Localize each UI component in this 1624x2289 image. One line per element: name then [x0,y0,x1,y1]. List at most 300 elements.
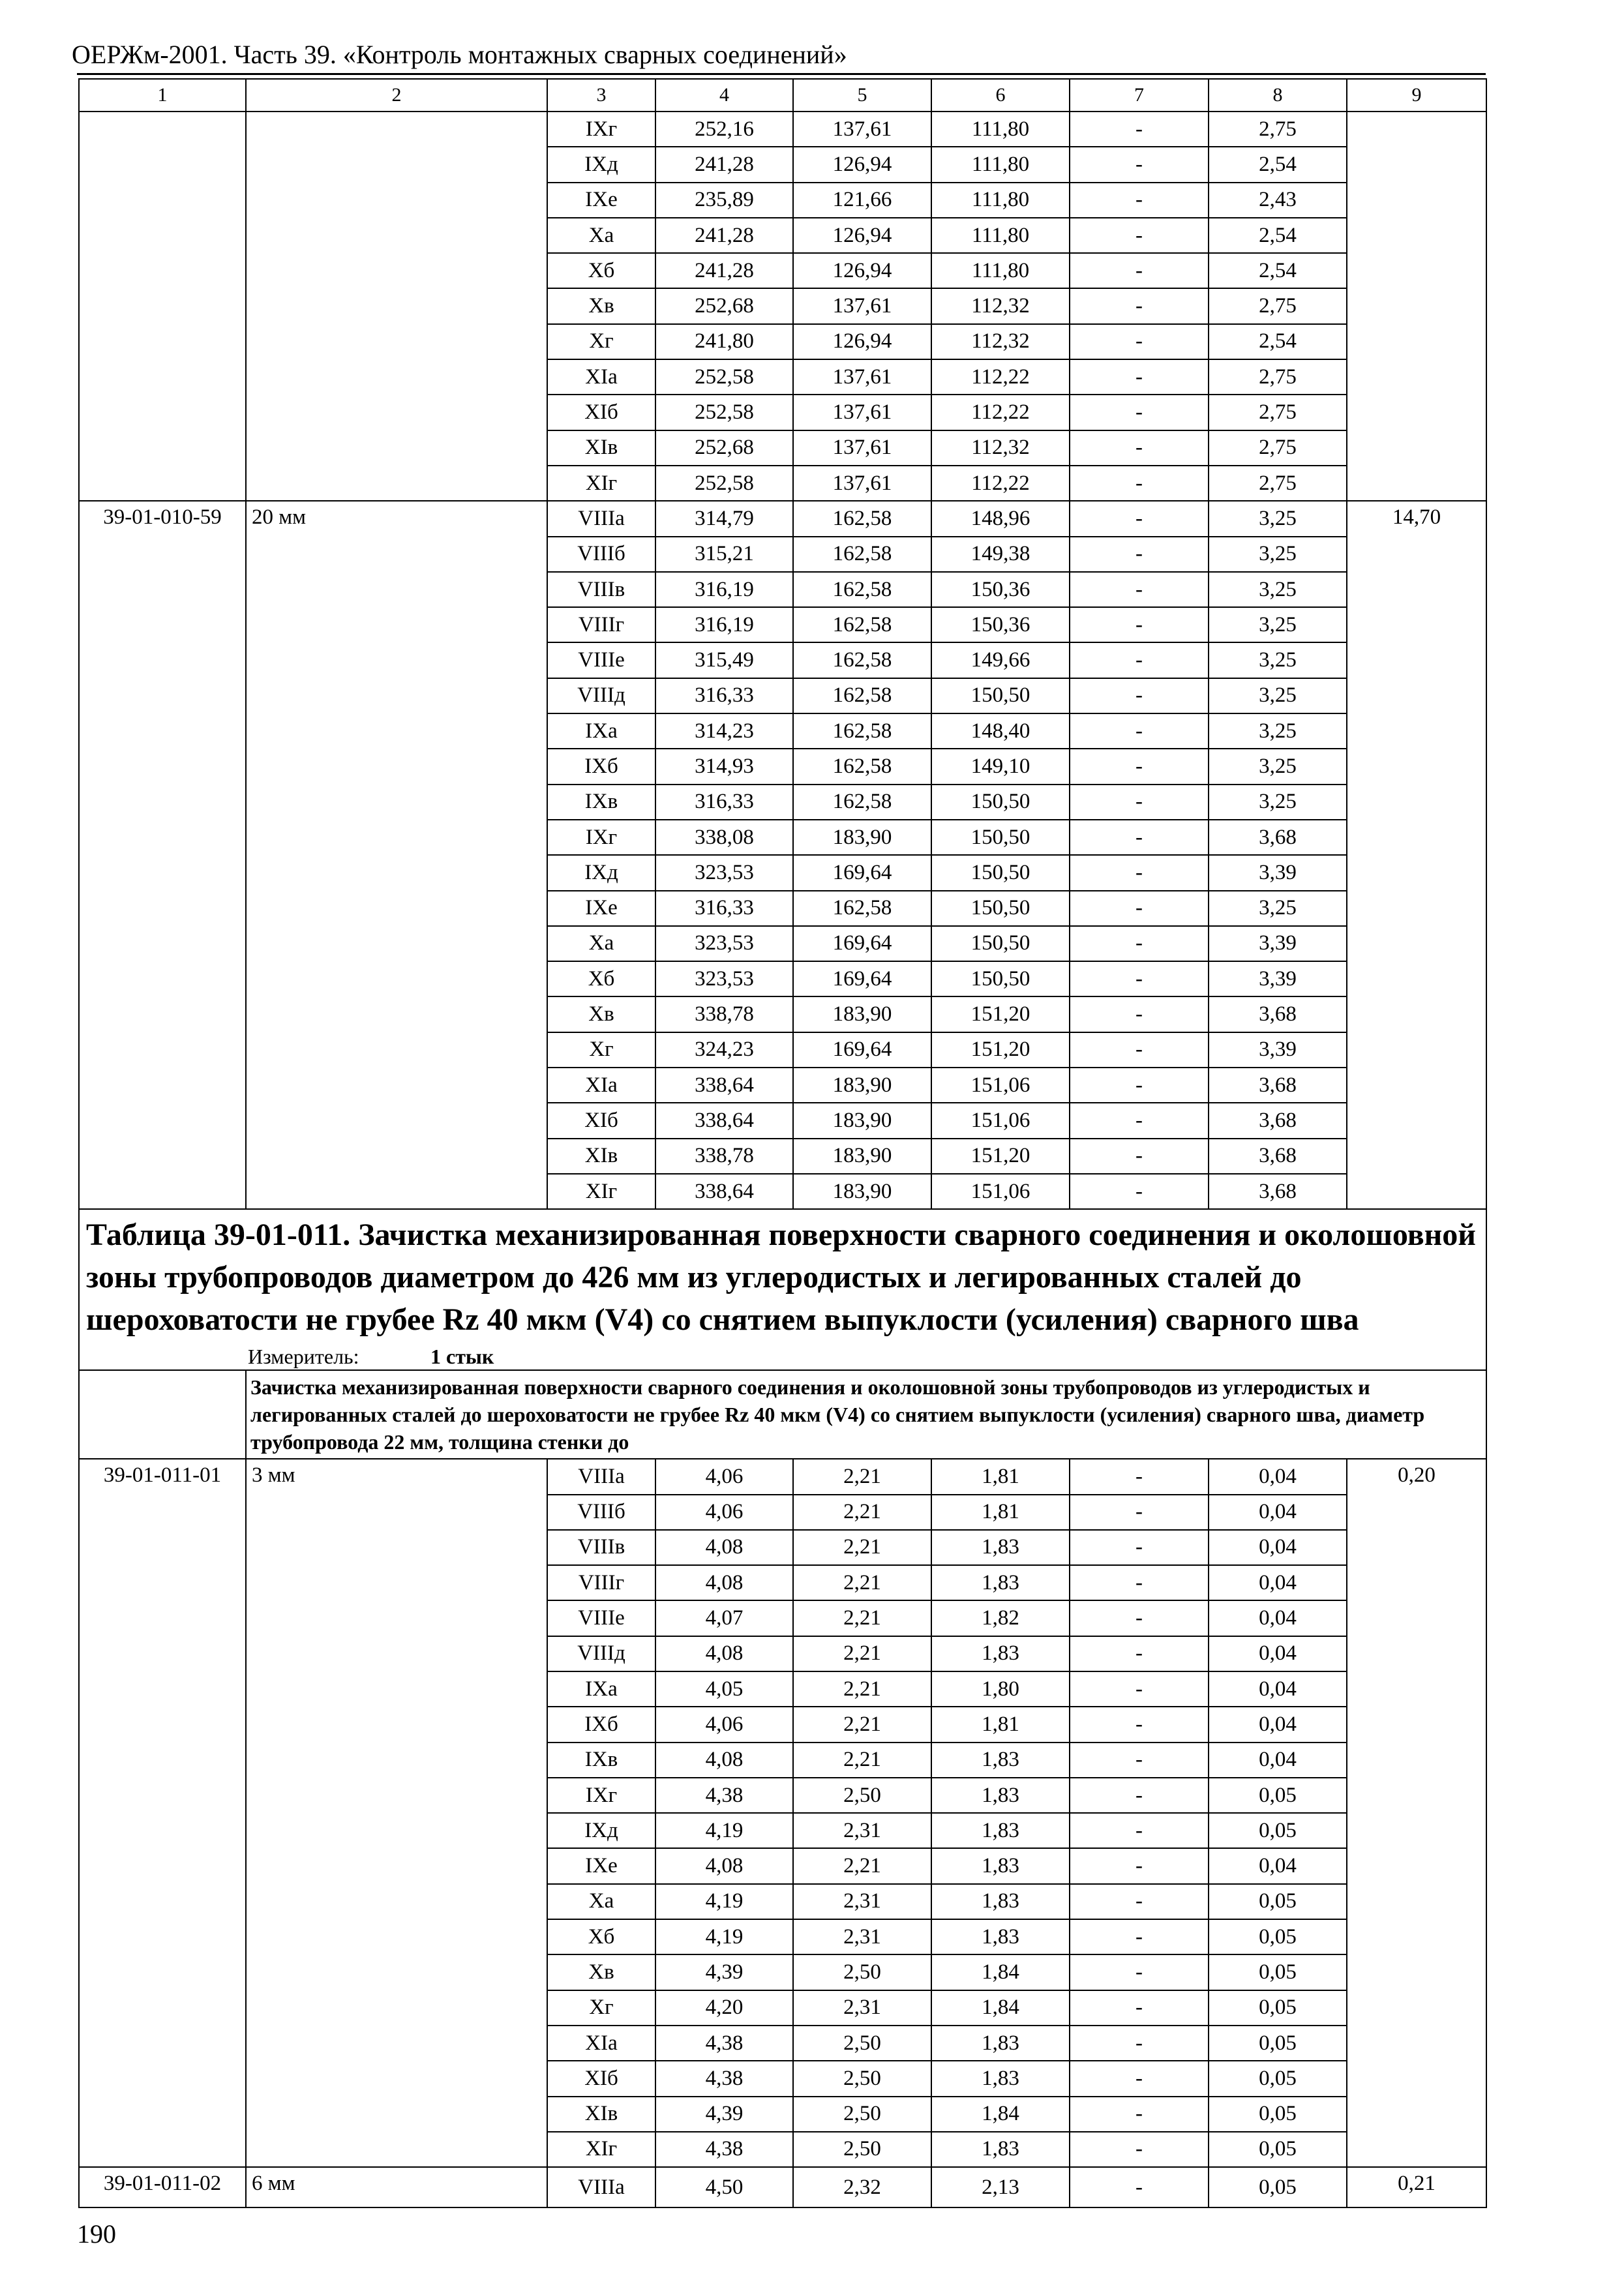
total-cost-cell: 252,58 [655,359,793,395]
total-cost-cell: 4,19 [655,1813,793,1848]
zone-cell: VIIIв [547,1530,655,1565]
zone-cell: XIв [547,2097,655,2132]
materials-cell: - [1070,1103,1209,1138]
labor-cell: 2,54 [1209,324,1347,359]
materials-cell: - [1070,288,1209,323]
wages-cell: 2,21 [793,1600,931,1636]
labor-cell: 0,05 [1209,1954,1347,1990]
wages-cell: 2,21 [793,1636,931,1671]
labor-cell: 0,04 [1209,1495,1347,1530]
machines-cell: 151,20 [931,1032,1070,1068]
machines-cell: 112,22 [931,359,1070,395]
wages-cell: 162,58 [793,607,931,642]
labor-cell: 3,39 [1209,961,1347,996]
machines-cell: 150,50 [931,891,1070,926]
labor-cell: 2,75 [1209,112,1347,147]
materials-cell: - [1070,1743,1209,1778]
meter-value: 1 стык [430,1345,494,1369]
materials-cell: - [1070,785,1209,820]
materials-cell: - [1070,1068,1209,1103]
total-cost-cell: 252,58 [655,395,793,430]
wages-cell: 162,58 [793,537,931,572]
zone-cell: IXе [547,183,655,218]
labor-cell: 0,04 [1209,1848,1347,1883]
zone-cell: IXб [547,1707,655,1742]
wages-cell: 183,90 [793,1068,931,1103]
total-cost-cell: 316,33 [655,785,793,820]
machines-cell: 111,80 [931,147,1070,182]
labor-cell: 0,04 [1209,1565,1347,1600]
labor-cell: 3,25 [1209,572,1347,607]
total-cost-cell: 241,80 [655,324,793,359]
wall-thickness-cell: 20 мм [246,501,547,1209]
machines-cell: 1,83 [931,1919,1070,1954]
wages-cell: 137,61 [793,395,931,430]
zone-cell: Xв [547,288,655,323]
labor-cell: 3,25 [1209,713,1347,749]
zone-cell: XIа [547,2026,655,2061]
materials-cell: - [1070,501,1209,536]
materials-cell: - [1070,996,1209,1032]
zone-cell: XIб [547,395,655,430]
zone-cell: IXа [547,1671,655,1707]
total-cell: 14,70 [1347,501,1486,1209]
meter-row [79,1343,1486,1370]
labor-cell: 3,68 [1209,996,1347,1032]
machines-cell: 1,83 [931,2132,1070,2167]
zone-cell: VIIIб [547,537,655,572]
labor-cell: 3,25 [1209,501,1347,536]
total-cell: 0,21 [1347,2167,1486,2207]
labor-cell: 3,25 [1209,749,1347,784]
zone-cell: XIг [547,466,655,501]
zone-cell: XIа [547,359,655,395]
total-cost-cell: 4,38 [655,2026,793,2061]
labor-cell: 0,05 [1209,1919,1347,1954]
total-cost-cell: 235,89 [655,183,793,218]
zone-cell: VIIIб [547,1495,655,1530]
machines-cell: 1,83 [931,1743,1070,1778]
machines-cell: 151,06 [931,1174,1070,1209]
zone-cell: IXа [547,713,655,749]
page-number: 190 [77,2219,116,2249]
labor-cell: 3,68 [1209,1103,1347,1138]
materials-cell: - [1070,1174,1209,1209]
wages-cell: 169,64 [793,926,931,961]
labor-cell: 3,25 [1209,607,1347,642]
zone-cell: IXб [547,749,655,784]
page-header: ОЕРЖм-2001. Часть 39. «Контроль монтажных сварных соединений» [72,40,847,69]
machines-cell: 1,83 [931,1530,1070,1565]
zone-cell: Xг [547,1990,655,2026]
wages-cell: 126,94 [793,218,931,253]
materials-cell: - [1070,466,1209,501]
labor-cell: 0,05 [1209,2097,1347,2132]
machines-cell: 1,83 [931,1848,1070,1883]
materials-cell: - [1070,1919,1209,1954]
labor-cell: 3,68 [1209,1174,1347,1209]
total-cost-cell: 241,28 [655,147,793,182]
labor-cell: 3,25 [1209,785,1347,820]
total-cost-cell: 4,06 [655,1495,793,1530]
wages-cell: 137,61 [793,112,931,147]
machines-cell: 111,80 [931,218,1070,253]
meter-label: Измеритель: [248,1345,359,1369]
materials-cell: - [1070,713,1209,749]
labor-cell: 2,54 [1209,218,1347,253]
machines-cell: 2,13 [931,2167,1070,2207]
machines-cell: 150,50 [931,926,1070,961]
machines-cell: 151,06 [931,1103,1070,1138]
labor-cell: 0,05 [1209,2026,1347,2061]
total-cost-cell: 324,23 [655,1032,793,1068]
labor-cell: 2,54 [1209,147,1347,182]
zone-cell: IXд [547,855,655,890]
zone-cell: VIIIг [547,1565,655,1600]
labor-cell: 0,04 [1209,1600,1347,1636]
wages-cell: 2,21 [793,1530,931,1565]
total-cost-cell: 323,53 [655,855,793,890]
table-row [79,1459,1486,1494]
total-cost-cell: 252,68 [655,288,793,323]
total-cost-cell: 323,53 [655,961,793,996]
zone-cell: Xб [547,253,655,288]
table-row [79,501,1486,536]
zone-cell: Xг [547,1032,655,1068]
machines-cell: 149,66 [931,642,1070,678]
labor-cell: 2,43 [1209,183,1347,218]
zone-cell: IXг [547,112,655,147]
materials-cell: - [1070,1884,1209,1919]
column-number: 3 [547,79,655,112]
total-cost-cell: 315,21 [655,537,793,572]
wages-cell: 2,31 [793,1813,931,1848]
wages-cell: 162,58 [793,891,931,926]
rates-table [78,78,1487,2208]
wages-cell: 2,31 [793,1884,931,1919]
total-cost-cell: 4,08 [655,1636,793,1671]
wages-cell: 183,90 [793,1103,931,1138]
labor-cell: 0,04 [1209,1459,1347,1494]
total-cost-cell: 4,07 [655,1600,793,1636]
rate-code-cell [79,112,246,501]
materials-cell: - [1070,2132,1209,2167]
materials-cell: - [1070,1707,1209,1742]
wall-thickness-cell: 3 мм [246,1459,547,2167]
total-cost-cell: 4,06 [655,1459,793,1494]
total-cost-cell: 4,38 [655,1778,793,1813]
labor-cell: 2,75 [1209,359,1347,395]
total-cost-cell: 316,33 [655,678,793,713]
zone-cell: VIIIа [547,501,655,536]
wages-cell: 121,66 [793,183,931,218]
materials-cell: - [1070,430,1209,466]
rate-code-cell: 39-01-011-01 [79,1459,246,2167]
wages-cell: 169,64 [793,1032,931,1068]
zone-cell: Xб [547,961,655,996]
total-cost-cell: 338,78 [655,1139,793,1174]
zone-cell: IXв [547,1743,655,1778]
machines-cell: 1,83 [931,2026,1070,2061]
machines-cell: 149,38 [931,537,1070,572]
header-rule [77,73,1486,75]
wages-cell: 2,21 [793,1848,931,1883]
total-cell: 0,20 [1347,1459,1486,2167]
wages-cell: 183,90 [793,996,931,1032]
meter-cell [79,1343,1486,1370]
total-cost-cell: 4,08 [655,1530,793,1565]
machines-cell: 150,36 [931,607,1070,642]
zone-cell: Xа [547,1884,655,1919]
labor-cell: 2,75 [1209,395,1347,430]
labor-cell: 3,39 [1209,926,1347,961]
total-cost-cell: 4,19 [655,1919,793,1954]
total-cost-cell: 323,53 [655,926,793,961]
wages-cell: 162,58 [793,713,931,749]
materials-cell: - [1070,1848,1209,1883]
materials-cell: - [1070,678,1209,713]
total-cost-cell: 314,23 [655,713,793,749]
materials-cell: - [1070,1778,1209,1813]
wages-cell: 2,50 [793,2097,931,2132]
materials-cell: - [1070,820,1209,855]
zone-cell: XIв [547,1139,655,1174]
machines-cell: 112,32 [931,324,1070,359]
machines-cell: 1,80 [931,1671,1070,1707]
labor-cell: 3,25 [1209,642,1347,678]
materials-cell: - [1070,642,1209,678]
table-title: Таблица 39-01-011. Зачистка механизированная поверхности сварного соединения и околошовной зоны трубопроводов диаметром до 426 мм из углеродистых и легированных сталей до шероховатости не грубее Rz 40 мкм (V4) со снятием выпуклости (усиления) сварного шва [79,1209,1486,1343]
labor-cell: 0,04 [1209,1636,1347,1671]
zone-cell: IXе [547,1848,655,1883]
machines-cell: 149,10 [931,749,1070,784]
materials-cell: - [1070,1990,1209,2026]
zone-cell: IXд [547,1813,655,1848]
wages-cell: 2,32 [793,2167,931,2207]
materials-cell: - [1070,147,1209,182]
total-cost-cell: 4,19 [655,1884,793,1919]
total-cost-cell: 4,38 [655,2061,793,2096]
wages-cell: 2,21 [793,1743,931,1778]
total-cost-cell: 4,38 [655,2132,793,2167]
machines-cell: 1,83 [931,2061,1070,2096]
zone-cell: VIIIа [547,2167,655,2207]
wages-cell: 126,94 [793,253,931,288]
materials-cell: - [1070,253,1209,288]
labor-cell: 2,75 [1209,430,1347,466]
zone-cell: VIIIа [547,1459,655,1494]
wages-cell: 169,64 [793,855,931,890]
machines-cell: 1,83 [931,1813,1070,1848]
total-cost-cell: 316,19 [655,607,793,642]
zone-cell: IXг [547,820,655,855]
materials-cell: - [1070,218,1209,253]
total-cost-cell: 314,93 [655,749,793,784]
machines-cell: 112,22 [931,395,1070,430]
machines-cell: 1,82 [931,1600,1070,1636]
materials-cell: - [1070,926,1209,961]
wages-cell: 2,31 [793,1990,931,2026]
wages-cell: 2,50 [793,2061,931,2096]
machines-cell: 111,80 [931,253,1070,288]
description-blank-cell [79,1370,246,1459]
zone-cell: XIб [547,1103,655,1138]
materials-cell: - [1070,1530,1209,1565]
zone-cell: Xг [547,324,655,359]
zone-cell: VIIIв [547,572,655,607]
machines-cell: 148,40 [931,713,1070,749]
labor-cell: 0,05 [1209,1884,1347,1919]
total-cost-cell: 316,33 [655,891,793,926]
rate-code-cell: 39-01-010-59 [79,501,246,1209]
materials-cell: - [1070,2097,1209,2132]
wages-cell: 162,58 [793,749,931,784]
column-number: 9 [1347,79,1486,112]
zone-cell: Xв [547,1954,655,1990]
table-row [79,112,1486,147]
total-cost-cell: 4,08 [655,1565,793,1600]
wages-cell: 2,50 [793,1778,931,1813]
wages-cell: 137,61 [793,466,931,501]
materials-cell: - [1070,572,1209,607]
machines-cell: 150,36 [931,572,1070,607]
zone-cell: VIIIе [547,642,655,678]
machines-cell: 150,50 [931,961,1070,996]
wages-cell: 162,58 [793,678,931,713]
labor-cell: 0,04 [1209,1707,1347,1742]
machines-cell: 151,20 [931,1139,1070,1174]
zone-cell: XIа [547,1068,655,1103]
total-cost-cell: 252,58 [655,466,793,501]
materials-cell: - [1070,1813,1209,1848]
total-cost-cell: 314,79 [655,501,793,536]
labor-cell: 3,39 [1209,1032,1347,1068]
machines-cell: 150,50 [931,678,1070,713]
materials-cell: - [1070,1954,1209,1990]
labor-cell: 0,05 [1209,1990,1347,2026]
labor-cell: 3,39 [1209,855,1347,890]
total-cost-cell: 316,19 [655,572,793,607]
column-number: 2 [246,79,547,112]
machines-cell: 112,22 [931,466,1070,501]
materials-cell: - [1070,395,1209,430]
wages-cell: 2,50 [793,2132,931,2167]
zone-cell: Xа [547,926,655,961]
zone-cell: Xв [547,996,655,1032]
zone-cell: XIг [547,2132,655,2167]
labor-cell: 0,04 [1209,1743,1347,1778]
wall-thickness-cell [246,112,547,501]
wages-cell: 2,50 [793,1954,931,1990]
total-cost-cell: 338,64 [655,1174,793,1209]
table-row [79,2167,1486,2207]
zone-cell: Xа [547,218,655,253]
machines-cell: 150,50 [931,785,1070,820]
rate-code-cell: 39-01-011-02 [79,2167,246,2207]
total-cost-cell: 4,06 [655,1707,793,1742]
wall-thickness-cell: 6 мм [246,2167,547,2207]
wages-cell: 2,21 [793,1565,931,1600]
zone-cell: XIв [547,430,655,466]
total-cost-cell: 252,68 [655,430,793,466]
machines-cell: 1,81 [931,1707,1070,1742]
labor-cell: 0,05 [1209,2061,1347,2096]
wages-cell: 169,64 [793,961,931,996]
total-cost-cell: 241,28 [655,218,793,253]
materials-cell: - [1070,891,1209,926]
total-cost-cell: 4,50 [655,2167,793,2207]
total-cost-cell: 338,64 [655,1068,793,1103]
materials-cell: - [1070,1495,1209,1530]
labor-cell: 3,68 [1209,1139,1347,1174]
machines-cell: 112,32 [931,288,1070,323]
total-cost-cell: 338,08 [655,820,793,855]
materials-cell: - [1070,2026,1209,2061]
zone-cell: VIIIд [547,678,655,713]
zone-cell: IXд [547,147,655,182]
machines-cell: 150,50 [931,855,1070,890]
machines-cell: 151,06 [931,1068,1070,1103]
wages-cell: 2,50 [793,2026,931,2061]
column-number: 6 [931,79,1070,112]
labor-cell: 3,68 [1209,820,1347,855]
zone-cell: IXв [547,785,655,820]
total-cost-cell: 4,39 [655,1954,793,1990]
machines-cell: 1,83 [931,1565,1070,1600]
machines-cell: 112,32 [931,430,1070,466]
machines-cell: 148,96 [931,501,1070,536]
total-cost-cell: 4,39 [655,2097,793,2132]
machines-cell: 1,83 [931,1778,1070,1813]
materials-cell: - [1070,1600,1209,1636]
zone-cell: IXг [547,1778,655,1813]
machines-cell: 1,84 [931,1990,1070,2026]
zone-cell: VIIIд [547,1636,655,1671]
machines-cell: 1,83 [931,1636,1070,1671]
machines-cell: 111,80 [931,112,1070,147]
labor-cell: 2,75 [1209,466,1347,501]
materials-cell: - [1070,855,1209,890]
zone-cell: VIIIг [547,607,655,642]
wages-cell: 2,21 [793,1671,931,1707]
wages-cell: 183,90 [793,1174,931,1209]
total-cost-cell: 315,49 [655,642,793,678]
labor-cell: 3,25 [1209,678,1347,713]
wages-cell: 137,61 [793,359,931,395]
machines-cell: 151,20 [931,996,1070,1032]
wages-cell: 137,61 [793,430,931,466]
zone-cell: IXе [547,891,655,926]
labor-cell: 3,68 [1209,1068,1347,1103]
zone-cell: Xб [547,1919,655,1954]
labor-cell: 0,05 [1209,1778,1347,1813]
machines-cell: 1,84 [931,1954,1070,1990]
labor-cell: 2,75 [1209,288,1347,323]
materials-cell: - [1070,1565,1209,1600]
zone-cell: XIг [547,1174,655,1209]
materials-cell: - [1070,112,1209,147]
description-cell: Зачистка механизированная поверхности сварного соединения и околошовной зоны трубопроводов из углеродистых и легированных сталей до шероховатости не грубее Rz 40 мкм (V4) со снятием выпуклости (усиления) сварного шва, диаметр трубопровода 22 мм, толщина стенки до [246,1370,1486,1459]
column-number: 5 [793,79,931,112]
machines-cell: 1,81 [931,1495,1070,1530]
labor-cell: 0,05 [1209,2167,1347,2207]
materials-cell: - [1070,1459,1209,1494]
labor-cell: 0,04 [1209,1671,1347,1707]
table-title-row [79,1209,1486,1343]
wages-cell: 162,58 [793,501,931,536]
wages-cell: 2,21 [793,1495,931,1530]
materials-cell: - [1070,1032,1209,1068]
